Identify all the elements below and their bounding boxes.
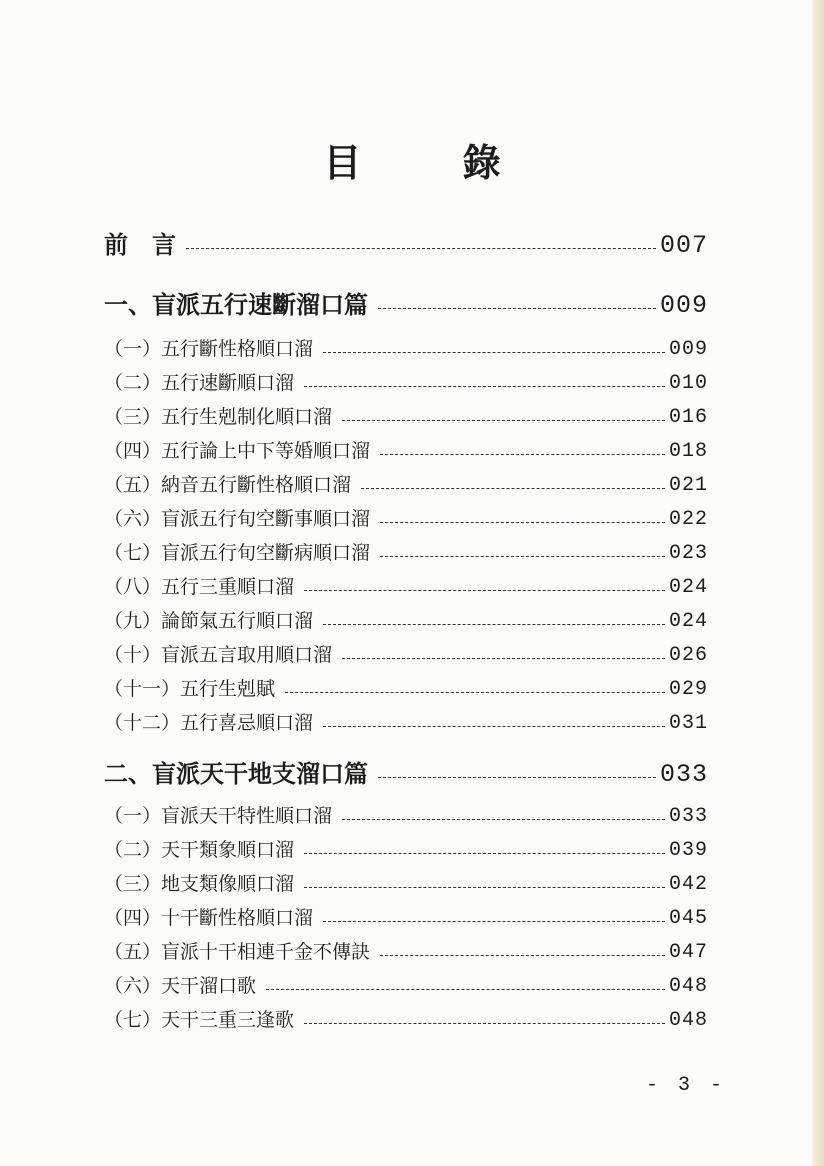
toc-entry[interactable] bbox=[104, 639, 708, 667]
toc-entry-label: （一）五行斷性格順口溜 bbox=[104, 338, 314, 360]
dot-leader bbox=[304, 1023, 665, 1024]
dot-leader bbox=[285, 692, 665, 693]
page-title: 目 錄 bbox=[323, 141, 545, 185]
toc-entry[interactable] bbox=[104, 503, 708, 531]
toc-entry[interactable] bbox=[104, 707, 708, 735]
toc-entry[interactable] bbox=[104, 435, 708, 463]
dot-leader bbox=[304, 887, 665, 888]
toc-entry-label: （四）十干斷性格順口溜 bbox=[104, 907, 314, 929]
toc-entry-label: （五）納音五行斷性格順口溜 bbox=[104, 474, 352, 496]
toc-entry[interactable] bbox=[104, 469, 708, 497]
toc-entry[interactable] bbox=[104, 936, 708, 964]
dot-leader bbox=[380, 955, 665, 956]
toc-entry-page: 024 bbox=[668, 576, 708, 599]
toc-entry[interactable] bbox=[104, 286, 708, 320]
toc-entry-page: 045 bbox=[668, 907, 708, 930]
dot-leader bbox=[361, 488, 665, 489]
dot-leader bbox=[342, 420, 665, 421]
toc-entry[interactable] bbox=[104, 755, 708, 789]
toc-entry-label: （二）天干類象順口溜 bbox=[104, 839, 295, 861]
toc-entry[interactable] bbox=[104, 868, 708, 896]
toc-entry-label: 二、盲派天干地支溜口篇 bbox=[104, 760, 368, 788]
dot-leader bbox=[266, 989, 665, 990]
toc-entry-label: （四）五行論上中下等婚順口溜 bbox=[104, 440, 371, 462]
toc-entry-label: （三）五行生剋制化順口溜 bbox=[104, 406, 333, 428]
toc-entry-label: （三）地支類像順口溜 bbox=[104, 873, 295, 895]
dot-leader bbox=[380, 522, 665, 523]
toc-entry-page: 021 bbox=[668, 474, 708, 497]
toc-entry-page: 018 bbox=[668, 440, 708, 463]
toc-entry-page: 024 bbox=[668, 610, 708, 633]
dot-leader bbox=[380, 454, 665, 455]
toc-entry-page: 048 bbox=[668, 975, 708, 998]
toc-entry-page: 042 bbox=[668, 873, 708, 896]
dot-leader bbox=[304, 853, 665, 854]
toc-entry-label: （二）五行速斷順口溜 bbox=[104, 372, 295, 394]
dot-leader bbox=[378, 777, 656, 778]
toc-entry[interactable] bbox=[104, 605, 708, 633]
toc-entry-page: 047 bbox=[668, 941, 708, 964]
toc-entry[interactable] bbox=[104, 970, 708, 998]
dot-leader bbox=[304, 590, 665, 591]
toc-entry-page: 007 bbox=[659, 231, 708, 260]
toc-entry-label: （八）五行三重順口溜 bbox=[104, 576, 295, 598]
toc-entry[interactable] bbox=[104, 571, 708, 599]
toc-entry-label: （六）天干溜口歌 bbox=[104, 975, 257, 997]
toc-entry-label: （七）盲派五行旬空斷病順口溜 bbox=[104, 542, 371, 564]
toc-entry-page: 029 bbox=[668, 678, 708, 701]
dot-leader bbox=[380, 556, 665, 557]
toc-entry-page: 016 bbox=[668, 406, 708, 429]
dot-leader bbox=[323, 352, 665, 353]
toc-entry[interactable] bbox=[104, 834, 708, 862]
toc-entry[interactable] bbox=[104, 673, 708, 701]
dot-leader bbox=[323, 726, 665, 727]
toc-entry-page: 033 bbox=[668, 805, 708, 828]
dot-leader bbox=[323, 921, 665, 922]
toc-entry-label: 一、盲派五行速斷溜口篇 bbox=[104, 291, 368, 319]
toc-entry-label: （十）盲派五言取用順口溜 bbox=[104, 644, 333, 666]
toc-entry-label: （十二）五行喜忌順口溜 bbox=[104, 712, 314, 734]
toc-entry-label: （五）盲派十干相連千金不傳訣 bbox=[104, 941, 371, 963]
toc-entry-page: 010 bbox=[668, 372, 708, 395]
dot-leader bbox=[323, 624, 665, 625]
toc-entry-page: 009 bbox=[659, 291, 708, 320]
toc-entry-label: （七）天干三重三逢歌 bbox=[104, 1009, 295, 1031]
toc-entry-label: （十一）五行生剋賦 bbox=[104, 678, 276, 700]
dot-leader bbox=[342, 819, 665, 820]
dot-leader bbox=[186, 248, 656, 249]
dot-leader bbox=[304, 386, 665, 387]
toc-entry[interactable] bbox=[104, 800, 708, 828]
toc-entry-page: 031 bbox=[668, 712, 708, 735]
toc-entry-page: 009 bbox=[668, 338, 708, 361]
toc-entry-label: （九）論節氣五行順口溜 bbox=[104, 610, 314, 632]
toc-entry[interactable] bbox=[104, 1004, 708, 1032]
toc-entry-page: 039 bbox=[668, 839, 708, 862]
toc-entry[interactable] bbox=[104, 537, 708, 565]
toc-entry-page: 022 bbox=[668, 508, 708, 531]
toc-entry[interactable] bbox=[104, 902, 708, 930]
dot-leader bbox=[342, 658, 665, 659]
toc-entry-page: 023 bbox=[668, 542, 708, 565]
toc-entry[interactable] bbox=[104, 367, 708, 395]
toc-entry[interactable] bbox=[104, 333, 708, 361]
toc-entry-label: （六）盲派五行旬空斷事順口溜 bbox=[104, 508, 371, 530]
toc-entry-label: （一）盲派天干特性順口溜 bbox=[104, 805, 333, 827]
dot-leader bbox=[378, 308, 656, 309]
page-number: - 3 - bbox=[646, 1074, 727, 1097]
toc-entry-page: 048 bbox=[668, 1009, 708, 1032]
toc-entry-page: 033 bbox=[659, 760, 708, 789]
toc-entry[interactable] bbox=[104, 226, 708, 260]
toc-entry-label: 前 言 bbox=[104, 231, 176, 259]
toc-entry-page: 026 bbox=[668, 644, 708, 667]
toc-entry[interactable] bbox=[104, 401, 708, 429]
